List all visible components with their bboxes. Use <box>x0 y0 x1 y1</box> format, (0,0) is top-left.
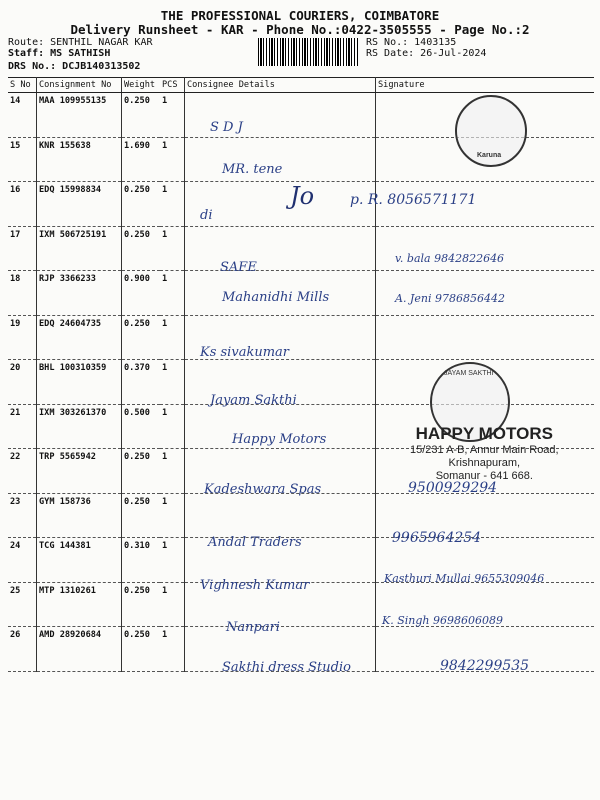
row-sno: 14 <box>8 93 37 138</box>
karuna-stamp <box>455 95 527 167</box>
col-consignment: Consignment No <box>37 78 122 93</box>
handwritten-consignee: Kadeshwara Spas <box>204 482 322 497</box>
consignment-no: AMD 28920684 <box>37 627 122 672</box>
handwritten-consignee: Nanpari <box>226 620 280 635</box>
weight-cell: 0.310 <box>122 538 161 583</box>
barcode <box>258 38 358 66</box>
table-header-row <box>8 78 594 93</box>
handwritten-signature: 9500929294 <box>408 480 498 496</box>
table-row <box>8 493 594 538</box>
consignment-no: RJP 3366233 <box>37 271 122 316</box>
page-title: THE PROFESSIONAL COURIERS, COIMBATORE <box>160 8 440 23</box>
row-sno: 18 <box>8 271 37 316</box>
col-weight: Weight <box>122 78 161 93</box>
weight-cell: 0.250 <box>122 493 161 538</box>
weight-cell: 0.250 <box>122 449 161 494</box>
weight-cell: 1.690 <box>122 137 161 182</box>
pcs-cell: 1 <box>160 271 185 316</box>
handwritten-consignee: S D J <box>210 120 243 135</box>
weight-cell: 0.250 <box>122 226 161 271</box>
pcs-cell: 1 <box>160 360 185 405</box>
staff-label: Staff: MS SATHISH <box>8 48 111 59</box>
consignment-no: TRP 5565942 <box>37 449 122 494</box>
consignment-no: IXM 303261370 <box>37 404 122 449</box>
consignment-no: MTP 1310261 <box>37 582 122 627</box>
col-pcs: PCS <box>160 78 185 93</box>
weight-cell: 0.900 <box>122 271 161 316</box>
col-sno: S No <box>8 78 37 93</box>
consignee-cell <box>185 493 376 538</box>
handwritten-consignee: Jayam Sakthi <box>210 393 297 408</box>
handwritten-consignee: Sakthi dress Studio <box>222 660 351 675</box>
drs-label: DRS No.: DCJB140313502 <box>8 61 141 72</box>
signature-cell <box>376 315 595 360</box>
pcs-cell: 1 <box>160 93 185 138</box>
weight-cell: 0.500 <box>122 404 161 449</box>
row-sno: 20 <box>8 360 37 405</box>
handwritten-consignee: SAFE <box>220 260 257 275</box>
col-signature: Signature <box>376 78 595 93</box>
row-sno: 26 <box>8 627 37 672</box>
pcs-cell: 1 <box>160 449 185 494</box>
row-sno: 23 <box>8 493 37 538</box>
pcs-cell: 1 <box>160 582 185 627</box>
handwritten-consignee: Mahanidhi Mills <box>222 290 330 305</box>
consignee-cell <box>185 226 376 271</box>
consignment-no: BHL 100310359 <box>37 360 122 405</box>
consignment-no: EDQ 15998834 <box>37 182 122 227</box>
handwritten-consignee: Andal Traders <box>208 535 302 550</box>
row-sno: 24 <box>8 538 37 583</box>
handwritten-signature: p. R. 8056571171 <box>350 192 477 208</box>
consignment-no: GYM 158736 <box>37 493 122 538</box>
handwritten-signature: A. Jeni 9786856442 <box>395 292 505 305</box>
pcs-cell: 1 <box>160 315 185 360</box>
rs-date-label: RS Date: 26-Jul-2024 <box>366 48 487 59</box>
consignment-no: EDQ 24604735 <box>37 315 122 360</box>
row-sno: 16 <box>8 182 37 227</box>
pcs-cell: 1 <box>160 182 185 227</box>
handwritten-signature: 9842299535 <box>440 658 530 674</box>
weight-cell: 0.370 <box>122 360 161 405</box>
handwritten-consignee: Ks sivakumar <box>200 345 289 360</box>
pcs-cell: 1 <box>160 404 185 449</box>
handwritten-signature-scrawl: Jo <box>290 182 315 210</box>
consignee-cell <box>185 182 376 227</box>
pcs-cell: 1 <box>160 226 185 271</box>
stamp-address-line: Krishnapuram, <box>448 457 521 469</box>
handwritten-signature: K. Singh 9698606089 <box>382 614 503 627</box>
row-sno: 21 <box>8 404 37 449</box>
weight-cell: 0.250 <box>122 582 161 627</box>
row-sno: 25 <box>8 582 37 627</box>
rs-no-label: RS No.: 1403135 <box>366 37 457 48</box>
stamp-address-line: Somanur - 641 668. <box>435 470 533 482</box>
consignment-no: MAA 109955135 <box>37 93 122 138</box>
handwritten-signature: v. bala 9842822646 <box>395 252 505 265</box>
row-sno: 22 <box>8 449 37 494</box>
handwritten-signature: Kasthuri Mullai 9655309046 <box>384 572 545 585</box>
handwritten-signature: 9965964254 <box>392 530 482 546</box>
weight-cell: 0.250 <box>122 315 161 360</box>
row-sno: 15 <box>8 137 37 182</box>
pcs-cell: 1 <box>160 627 185 672</box>
page-subtitle: Delivery Runsheet - KAR - Phone No.:0422-3505555 - Page No.:2 <box>70 22 530 37</box>
col-consignee: Consignee Details <box>185 78 376 93</box>
table-row <box>8 315 594 360</box>
handwritten-consignee: MR. tene <box>222 162 283 177</box>
weight-cell: 0.250 <box>122 627 161 672</box>
stamp-address-line: 15/231 A-B, Annur Main Road, <box>410 444 559 456</box>
stamp-label: Karuna <box>477 152 502 159</box>
stamp-label: JAYAM SAKTHI <box>444 370 494 377</box>
handwritten-consignee: Happy Motors <box>232 432 327 447</box>
row-sno: 19 <box>8 315 37 360</box>
weight-cell: 0.250 <box>122 93 161 138</box>
pcs-cell: 1 <box>160 493 185 538</box>
weight-cell: 0.250 <box>122 182 161 227</box>
handwritten-consignee: Vighnesh Kumar <box>200 578 310 593</box>
pcs-cell: 1 <box>160 137 185 182</box>
row-sno: 17 <box>8 226 37 271</box>
consignment-no: IXM 506725191 <box>37 226 122 271</box>
pcs-cell: 1 <box>160 538 185 583</box>
consignment-no: TCG 144381 <box>37 538 122 583</box>
consignment-no: KNR 155638 <box>37 137 122 182</box>
happy-motors-stamp <box>410 424 559 483</box>
route-label: Route: SENTHIL NAGAR KAR <box>8 37 153 48</box>
stamp-name: HAPPY MOTORS <box>415 424 553 443</box>
handwritten-consignee: di <box>200 208 213 223</box>
